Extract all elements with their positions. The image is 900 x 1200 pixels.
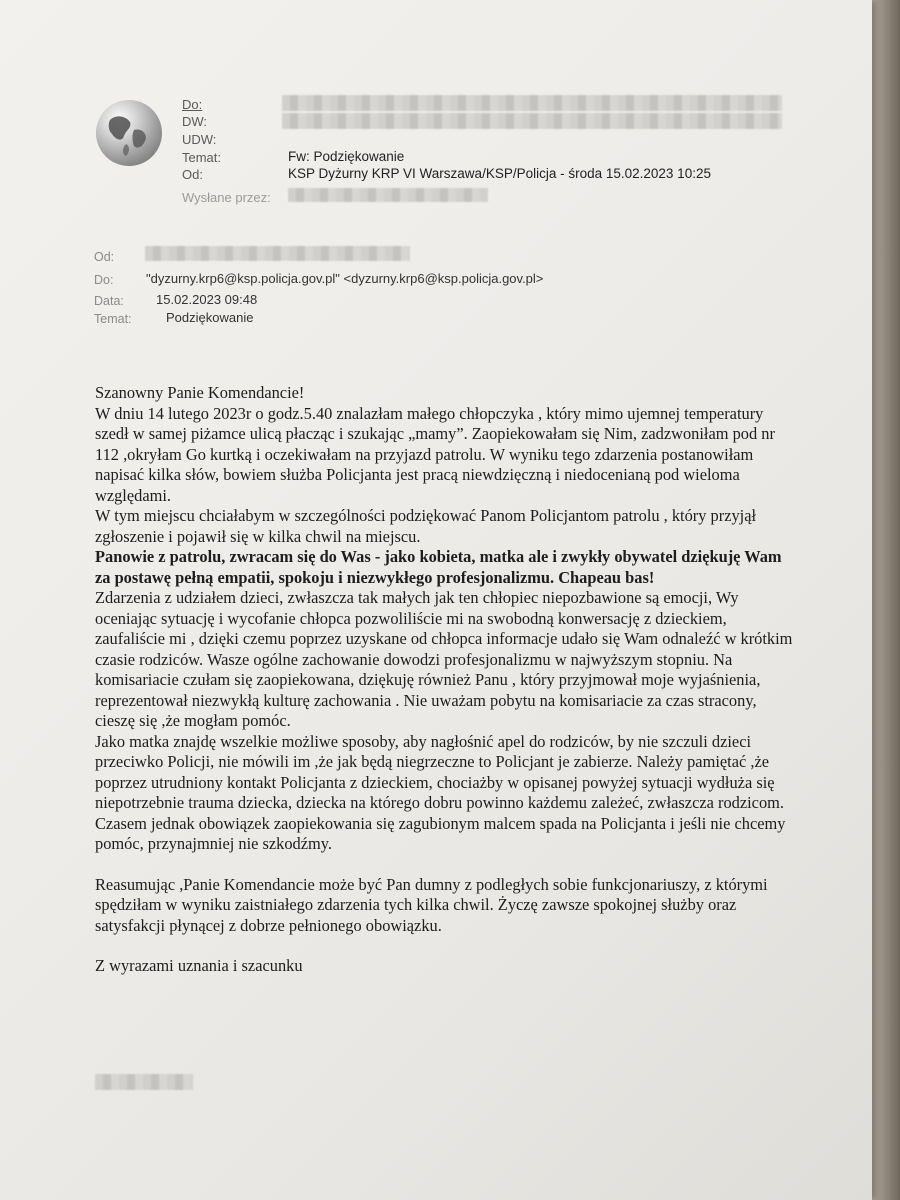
fwd-to: "dyzurny.krp6@ksp.policja.gov.pl" <dyzurny.krp6@ksp.policja.gov.pl> (146, 271, 544, 286)
redacted-signature (95, 1074, 193, 1090)
header-from-label: Od: (182, 167, 203, 182)
globe-icon (96, 100, 162, 166)
redacted-recipient (282, 95, 782, 111)
header-subject: Fw: Podziękowanie (288, 149, 405, 164)
fwd-date: 15.02.2023 09:48 (156, 292, 258, 307)
fwd-from-label: Od: (94, 250, 115, 264)
header-bcc-label: UDW: (182, 132, 217, 147)
fwd-subject-label: Temat: (94, 312, 132, 326)
letter-body (95, 383, 795, 977)
redacted-sender (288, 188, 488, 202)
closing: Z wyrazami uznania i szacunku (95, 956, 303, 975)
fwd-date-label: Data: (94, 294, 124, 308)
redacted-fwd-sender (145, 246, 410, 261)
paragraph-6: Reasumując ,Panie Komendancie może być Pan dumny z podległych sobie funkcjonariuszy, z którymi spędziłam w wyniku zaistniałego zdarzenia tych kilka chwil. Życzę zawsze spokojnej służby oraz satysfakcji płynącej z dobrze pełnionego obowiązku. (95, 874, 768, 935)
paragraph-2: W tym miejscu chciałabym w szczególności podziękować Panom Policjantom patrolu , który przyjął zgłoszenie i pojawił się w kilka chwil na miejscu. (95, 506, 757, 546)
fwd-subject: Podziękowanie (166, 310, 254, 325)
paragraph-5: Jako matka znajdę wszelkie możliwe sposoby, aby nagłośnić apel do rodziców, by nie szczuli dzieci przeciwko Policji, nie mówili im ,że jak będą niegrzeczne to Policjant je zabierze. Należy pamiętać ,że poprzez utrudniony kontakt Policjanta z dzieckiem, chociażby w opisanej powyżej sytuacji wydłuża się niepotrzebnie trauma dziecka, dziecka na którego dobru powinno każdemu zależeć, zwłaszcza rodzicom. Czasem jednak obowiązek zaopiekowania się zagubionym malcem spada na Policjanta i jeśli nie chcemy pomóc, przynajmniej nie szkodźmy. (95, 731, 786, 853)
desk-edge (868, 0, 900, 1200)
header-from: KSP Dyżurny KRP VI Warszawa/KSP/Policja - środa 15.02.2023 10:25 (288, 166, 711, 181)
salutation: Szanowny Panie Komendancie! (95, 383, 305, 402)
header-to-label: Do: (182, 97, 203, 112)
fwd-to-label: Do: (94, 273, 114, 287)
paragraph-4: Zdarzenia z udziałem dzieci, zwłaszcza tak małych jak ten chłopiec niepozbawione są emocji, Wy oceniając sytuację i wycofanie chłopca pozwoliliście mi na swobodną konwersację z dzieckiem, zaufaliście mi , dzięki czemu poprzez uzyskane od chłopca informacje udało się Wam odnaleźć w krótkim czasie rodziców. Wasze ogólne zachowanie dowodzi profesjonalizmu w najwyższym stopniu. Na komisariacie czułam się zaopiekowana, dziękuję również Panu , który przyjmował moje wyjaśnienia, reprezentował niezwykłą kulturę zachowania . Nie uważam pobytu na komisariacie za czas stracony, cieszę się ,że mogłam pomóc. (95, 588, 793, 730)
redacted-cc (282, 113, 782, 129)
header-sent-by-label: Wysłane przez: (182, 190, 271, 205)
header-subject-label: Temat: (182, 150, 222, 165)
paragraph-3-bold: Panowie z patrolu, zwracam się do Was - jako kobieta, matka ale i zwykły obywatel dziękuję Wam za postawę pełną empatii, spokoju i niezwykłego profesjonalizmu. Chapeau bas! (95, 547, 782, 587)
paragraph-1: W dniu 14 lutego 2023r o godz.5.40 znalazłam małego chłopczyka , który mimo ujemnej temperatury szedł w samej piżamce ulicą płacząc i szukając „mamy”. Zaopiekowałam się Nim, zadzwoniłam pod nr 112 ,okryłam Go kurtką i oczekiwałam na przyjazd patrolu. W wyniku tego zdarzenia postanowiłam napisać kilka słów, bowiem służba Policjanta jest pracą niewdzięczną i niedocenianą pod wieloma względami. (95, 403, 775, 505)
header-cc-label: DW: (182, 114, 208, 129)
